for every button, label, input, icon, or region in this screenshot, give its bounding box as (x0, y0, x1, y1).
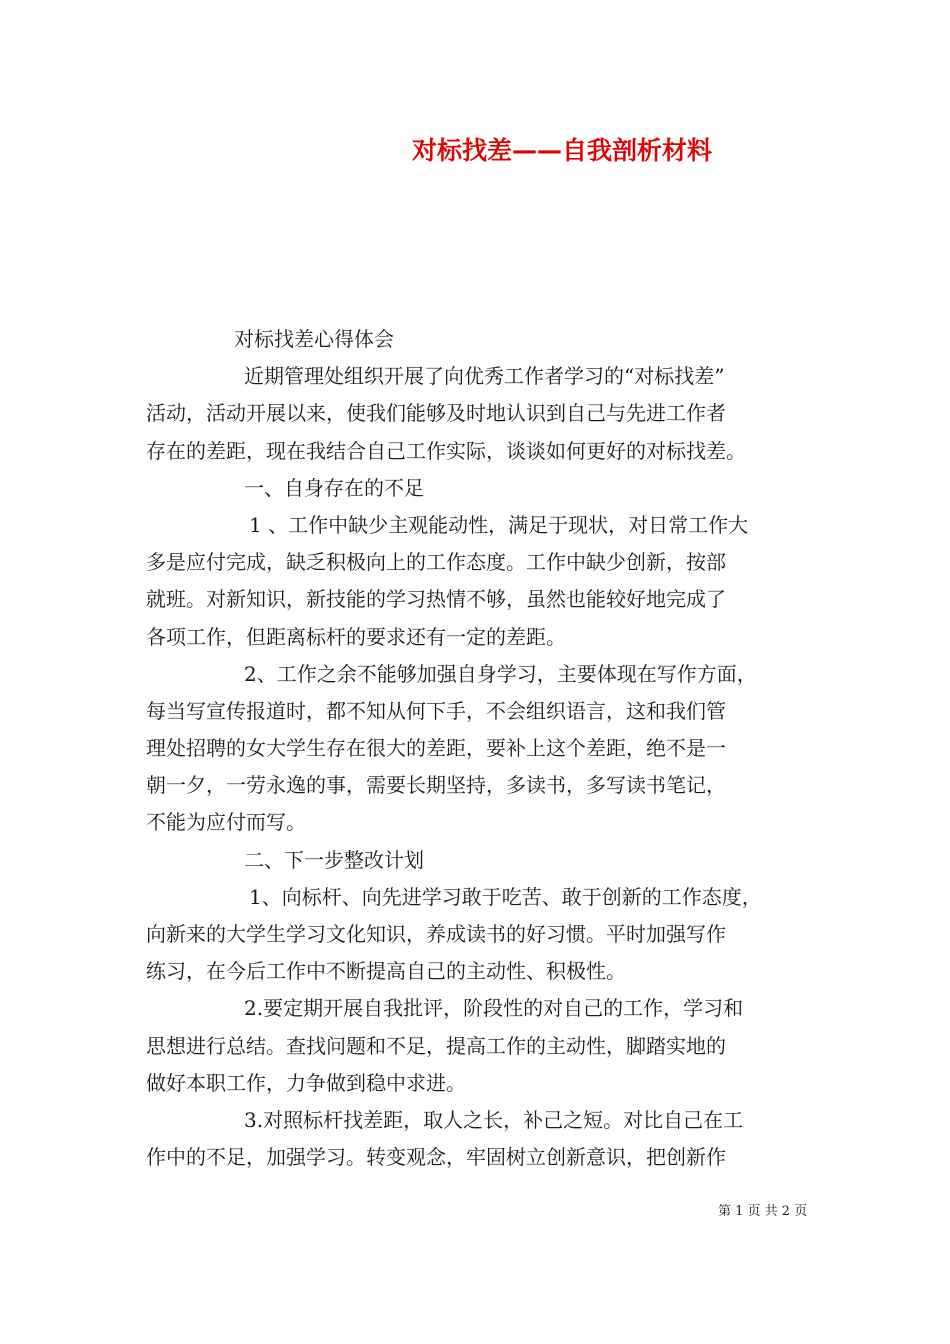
page-footer: 第 1 页 共 2 页 (718, 1204, 808, 1219)
paragraph-line: 不能为应付而写。 (146, 810, 306, 835)
paragraph-line: 近期管理处组织开展了向优秀工作者学习的“对标找差” (244, 364, 725, 389)
paragraph-line: 2、工作之余不能够加强自身学习，主要体现在写作方面， (244, 661, 757, 686)
paragraph-line: 向新来的大学生学习文化知识，养成读书的好习惯。平时加强写作 (146, 922, 726, 946)
paragraph-line: 各项工作，但距离标杆的要求还有一定的差距。 (146, 624, 566, 649)
paragraph-line: 2.要定期开展自我批评，阶段性的对自己的工作，学习和 (244, 996, 744, 1021)
section-heading: 一、自身存在的不足 (244, 475, 424, 500)
paragraph-line: 思想进行总结。查找问题和不足，提高工作的主动性，脚踏实地的 (146, 1033, 726, 1058)
paragraph-line: 理处招聘的女大学生存在很大的差距，要补上这个差距，绝不是一 (146, 736, 726, 761)
document-title: 对标找差——自我剖析材料 (412, 136, 713, 165)
paragraph-line: 活动，活动开展以来，使我们能够及时地认识到自己与先进工作者 (146, 401, 726, 426)
document-body (146, 321, 810, 1176)
paragraph-line: 3.对照标杆找差距，取人之长，补己之短。对比自己在工 (244, 1107, 744, 1132)
paragraph-line: 每当写宣传报道时，都不知从何下手，不会组织语言，这和我们管 (146, 698, 726, 723)
paragraph-line: 多是应付完成，缺乏积极向上的工作态度。工作中缺少创新，按部 (146, 550, 726, 575)
paragraph-line: 作中的不足，加强学习。转变观念，牢固树立创新意识，把创新作 (146, 1145, 726, 1170)
paragraph-line: 存在的差距，现在我结合自己工作实际，谈谈如何更好的对标找差。 (146, 438, 746, 463)
section-heading: 二、下一步整改计划 (244, 847, 424, 872)
paragraph-line: 就班。对新知识，新技能的学习热情不够，虽然也能较好地完成了 (146, 587, 726, 612)
paragraph-line: 练习，在今后工作中不断提高自己的主动性、积极性。 (146, 959, 626, 984)
paragraph-line: 做好本职工作，力争做到稳中求进。 (146, 1070, 466, 1095)
paragraph-line: 1 、工作中缺少主观能动性，满足于现状，对日常工作大 (249, 512, 749, 537)
subtitle: 对标找差心得体会 (234, 327, 394, 351)
paragraph-line: 朝一夕，一劳永逸的事，需要长期坚持，多读书，多写读书笔记， (146, 773, 726, 798)
paragraph-line: 1、向标杆、向先进学习敢于吃苦、敢于创新的工作态度， (249, 884, 762, 909)
